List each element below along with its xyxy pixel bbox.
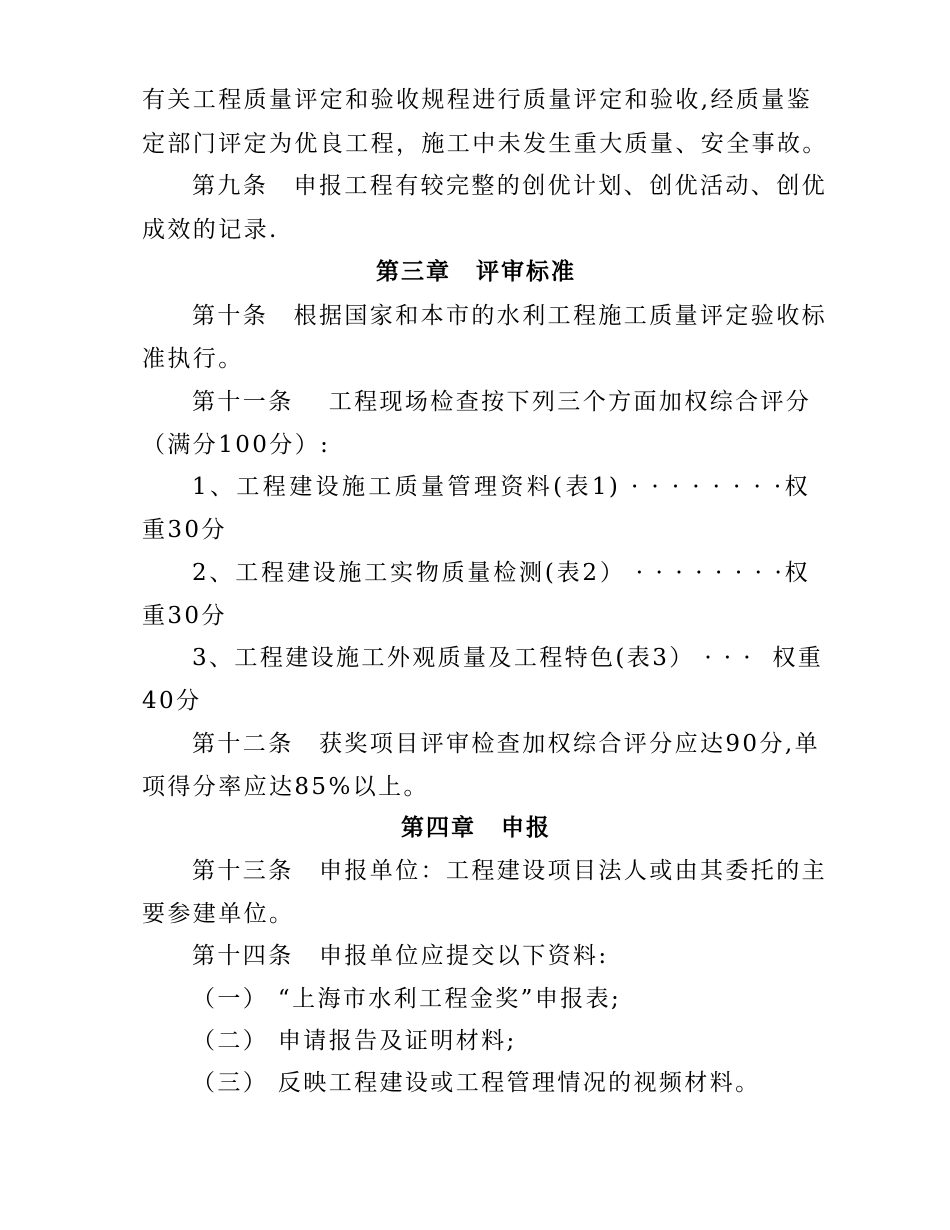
article-9-line: 第九条 申报工程有较完整的创优计划、创优活动、创优 [192,173,827,199]
text-line: 40分 [142,688,202,714]
text-line: 重30分 [142,603,227,629]
text-line: 项得分率应达85%以上。 [142,774,429,800]
article-10-line: 第十条 根据国家和本市的水利工程施工质量评定验收标 [192,303,827,329]
list-item: （三） 反映工程建设或工程管理情况的视频材料。 [192,1070,761,1096]
article-13-line: 第十三条 申报单位：工程建设项目法人或由其委托的主 [192,858,827,884]
text-line: 成效的记录. [142,217,279,243]
chapter-3-heading: 第三章 评审标准 [376,258,576,285]
article-14-line: 第十四条 申报单位应提交以下资料: [192,943,609,969]
text-line: 要参建单位。 [142,901,295,927]
article-11-line: 第十一条 工程现场检查按下列三个方面加权综合评分 [192,389,812,415]
text-line: 有关工程质量评定和验收规程进行质量评定和验收,经质量鉴 [142,87,813,113]
list-item: （一） “上海市水利工程金奖”申报表; [192,986,622,1012]
list-item: 3、工程建设施工外观质量及工程特色(表3） · · · 权重 [192,645,824,671]
chapter-4-heading: 第四章 申报 [401,814,551,841]
text-line: （满分100分）: [142,432,331,458]
article-12-line: 第十二条 获奖项目评审检查加权综合评分应达90分,单 [192,731,820,757]
list-item: 2、工程建设施工实物质量检测(表2） · · · · · · · ·权 [192,560,810,586]
text-line: 准执行。 [142,346,244,372]
list-item: （二） 申请报告及证明材料; [192,1028,517,1054]
text-line: 重30分 [142,517,227,543]
text-line: 定部门评定为优良工程，施工中未发生重大质量、安全事故。 [142,131,828,157]
list-item: 1、工程建设施工质量管理资料(表1) · · · · · · · ·权 [192,474,810,500]
